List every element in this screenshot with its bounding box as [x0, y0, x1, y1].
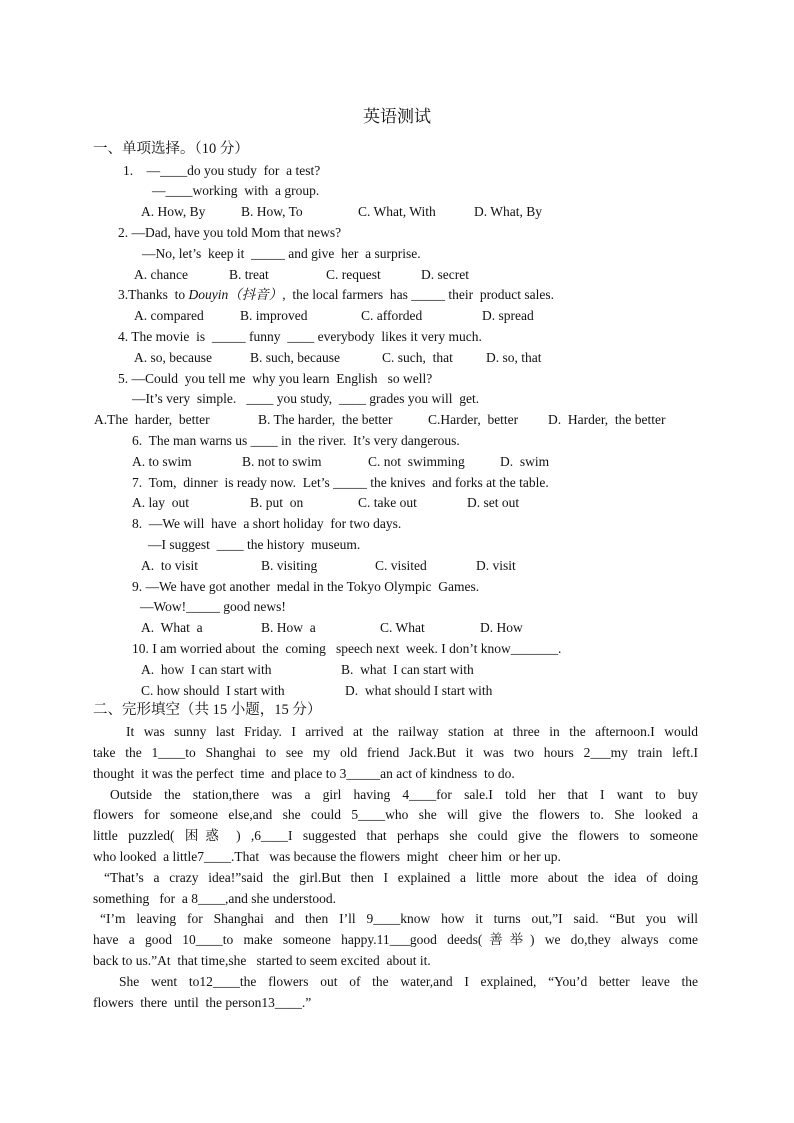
- question-6-option-d: D. swim: [500, 454, 550, 469]
- cloze-line: “That’s a crazy idea!”said the girl.But then I explained a little more about the idea of doing: [104, 870, 698, 885]
- question-5-option-b: B. The harder, the better: [258, 412, 393, 427]
- question-2-line-2: —No, let’s keep it _____ and give her a surprise.: [142, 246, 421, 261]
- question-10-option-b: B. what I can start with: [341, 662, 474, 677]
- question-8-option-a: A. to visit: [141, 558, 199, 573]
- question-1-line-1: 1. —____do you study for a test?: [123, 163, 321, 178]
- question-3-line: [118, 286, 554, 304]
- question-4-line-1: 4. The movie is _____ funny ____ everybody likes it very much.: [118, 329, 482, 344]
- cloze-line: back to us.”At that time,she started to seem excited about it.: [93, 953, 431, 968]
- question-3-option-b: B. improved: [240, 308, 308, 323]
- question-8-option-b: B. visiting: [261, 558, 318, 573]
- cloze-line: take the 1____to Shanghai to see my old friend Jack.But it was two hours 2___my train left.I: [93, 745, 698, 760]
- question-2-option-d: D. secret: [421, 267, 469, 282]
- question-2-option-b: B. treat: [229, 267, 269, 282]
- cloze-line: She went to12____the flowers out of the water,and I explained, “You’d better leave the: [119, 974, 698, 989]
- question-9-option-d: D. How: [480, 620, 523, 635]
- question-1-line-2: —____working with a group.: [152, 183, 320, 198]
- question-10-option-a: A. how I can start with: [141, 662, 272, 677]
- section-heading-cloze: 二、完形填空（共 15 小题，15 分）: [93, 702, 322, 718]
- question-6-option-b: B. not to swim: [242, 454, 322, 469]
- question-6-line-1: 6. The man warns us ____ in the river. It’s very dangerous.: [132, 433, 460, 448]
- question-3-app-name: Douyin（抖音）: [188, 287, 283, 302]
- question-8-option-d: D. visit: [476, 558, 516, 573]
- cloze-line: “I’m leaving for Shanghai and then I’ll 9____know how it turns out,”I said. “But you will: [100, 911, 698, 926]
- question-7-option-b: B. put on: [250, 495, 304, 510]
- page-title: 英语测试: [363, 107, 431, 126]
- question-5-option-a: A.The harder, better: [94, 412, 210, 427]
- question-3-option-a: A. compared: [134, 308, 204, 323]
- question-2-option-c: C. request: [326, 267, 381, 282]
- section-heading-multiple-choice: 一、单项选择。（10 分）: [93, 141, 249, 157]
- question-4-option-b: B. such, because: [250, 350, 340, 365]
- cloze-line: something for a 8____,and she understood.: [93, 891, 336, 906]
- question-10-option-c: C. how should I start with: [141, 683, 285, 698]
- question-2-option-a: A. chance: [134, 267, 188, 282]
- question-5-option-d: D. Harder, the better: [548, 412, 666, 427]
- question-7-option-d: D. set out: [467, 495, 520, 510]
- question-4-option-a: A. so, because: [134, 350, 212, 365]
- question-1-option-c: C. What, With: [358, 204, 436, 219]
- question-6-option-a: A. to swim: [132, 454, 192, 469]
- cloze-line: flowers for someone else,and she could 5____who she will give the flowers to. She looked a: [93, 807, 698, 822]
- question-1-option-a: A. How, By: [141, 204, 206, 219]
- question-4-option-c: C. such, that: [382, 350, 453, 365]
- question-1-option-b: B. How, To: [241, 204, 303, 219]
- question-3-text-end: , the local farmers has _____ their product sales.: [282, 287, 555, 302]
- question-10-line-1: 10. I am worried about the coming speech next week. I don’t know_______.: [132, 641, 562, 656]
- cloze-line: little puzzled( 困惑 ) ,6____I suggested that perhaps she could give the flowers to someone: [93, 828, 698, 843]
- question-2-line-1: 2. —Dad, have you told Mom that news?: [118, 225, 342, 240]
- cloze-line: have a good 10____to make someone happy.11___good deeds(善举) we do,they always come: [93, 932, 698, 947]
- cloze-line: Outside the station,there was a girl having 4____for sale.I told her that I want to buy: [110, 787, 698, 802]
- question-5-line-1: 5. —Could you tell me why you learn English so well?: [118, 371, 433, 386]
- question-5-line-2: —It’s very simple. ____ you study, ____ grades you will get.: [132, 391, 480, 406]
- question-6-option-c: C. not swimming: [368, 454, 465, 469]
- cloze-line: who looked a little7____.That was because the flowers might cheer him or her up.: [93, 849, 561, 864]
- question-7-option-c: C. take out: [358, 495, 417, 510]
- question-3-text-start: 3.Thanks to: [118, 287, 189, 302]
- question-9-option-c: C. What: [380, 620, 425, 635]
- question-5-option-c: C.Harder, better: [428, 412, 519, 427]
- question-8-line-2: —I suggest ____ the history museum.: [148, 537, 361, 552]
- question-4-option-d: D. so, that: [486, 350, 542, 365]
- cloze-line: It was sunny last Friday. I arrived at the railway station at three in the afternoon.I would: [126, 724, 698, 739]
- question-9-line-1: 9. —We have got another medal in the Tokyo Olympic Games.: [132, 579, 480, 594]
- question-7-option-a: A. lay out: [132, 495, 189, 510]
- question-10-option-d: D. what should I start with: [345, 683, 493, 698]
- question-8-line-1: 8. —We will have a short holiday for two days.: [132, 516, 402, 531]
- question-3-option-c: C. afforded: [361, 308, 423, 323]
- question-9-option-b: B. How a: [261, 620, 316, 635]
- question-3-option-d: D. spread: [482, 308, 534, 323]
- question-8-option-c: C. visited: [375, 558, 427, 573]
- question-9-line-2: —Wow!_____ good news!: [140, 599, 286, 614]
- cloze-line: flowers there until the person13____.”: [93, 995, 312, 1010]
- question-1-option-d: D. What, By: [474, 204, 542, 219]
- question-9-option-a: A. What a: [141, 620, 203, 635]
- question-7-line-1: 7. Tom, dinner is ready now. Let’s _____ the knives and forks at the table.: [132, 475, 549, 490]
- cloze-line: thought it was the perfect time and place to 3_____an act of kindness to do.: [93, 766, 515, 781]
